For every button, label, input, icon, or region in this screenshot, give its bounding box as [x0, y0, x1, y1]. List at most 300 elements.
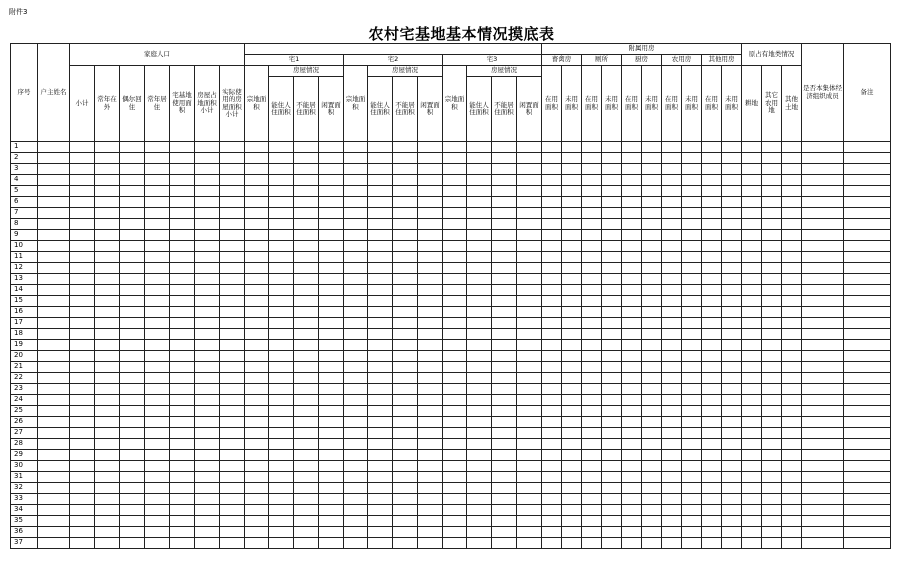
table-cell: [170, 483, 195, 494]
table-cell: [742, 285, 762, 296]
table-cell: [245, 516, 269, 527]
table-cell: [682, 241, 702, 252]
table-cell: [319, 153, 344, 164]
table-cell: [38, 472, 70, 483]
table-cell: [220, 340, 245, 351]
table-cell: [662, 406, 682, 417]
table-cell: [742, 186, 762, 197]
table-cell: [582, 516, 602, 527]
table-cell: [582, 472, 602, 483]
table-cell: [622, 384, 642, 395]
table-cell: [722, 329, 742, 340]
table-cell: [582, 461, 602, 472]
table-cell: [319, 494, 344, 505]
table-cell: [662, 472, 682, 483]
table-cell: [38, 164, 70, 175]
table-cell: [742, 175, 762, 186]
table-cell: [195, 340, 220, 351]
table-cell: [344, 373, 368, 384]
table-cell: [467, 274, 492, 285]
table-cell: [344, 516, 368, 527]
table-cell: [542, 439, 562, 450]
table-cell: [467, 439, 492, 450]
table-cell: [622, 439, 642, 450]
table-cell: [762, 505, 782, 516]
table-cell: [844, 516, 891, 527]
table-cell: [443, 505, 467, 516]
table-cell: [418, 527, 443, 538]
table-cell: [70, 439, 95, 450]
table-cell: [762, 406, 782, 417]
table-cell: [782, 241, 802, 252]
header-land-area-2: 宗地面积: [344, 66, 368, 142]
table-cell: [418, 186, 443, 197]
table-cell: [120, 439, 145, 450]
table-cell: [145, 197, 170, 208]
table-cell: [682, 351, 702, 362]
table-cell: [542, 505, 562, 516]
table-cell: [120, 483, 145, 494]
table-cell: [762, 494, 782, 505]
table-cell: [220, 197, 245, 208]
table-cell: [220, 483, 245, 494]
table-cell: [145, 263, 170, 274]
table-cell: [245, 505, 269, 516]
table-cell: [844, 483, 891, 494]
table-cell: [95, 406, 120, 417]
table-cell: [195, 197, 220, 208]
table-cell: [319, 186, 344, 197]
table-cell: [393, 450, 418, 461]
table-cell: [622, 461, 642, 472]
table-cell: [393, 142, 418, 153]
table-cell: [95, 186, 120, 197]
table-cell: [38, 296, 70, 307]
table-cell: [844, 186, 891, 197]
table-cell: [682, 252, 702, 263]
table-cell: [542, 164, 562, 175]
table-cell: [195, 417, 220, 428]
table-cell: [702, 296, 722, 307]
table-cell: [170, 527, 195, 538]
table-cell: [742, 494, 762, 505]
table-cell: [602, 263, 622, 274]
table-cell: [517, 538, 542, 549]
table-cell: [368, 439, 393, 450]
table-cell: [762, 428, 782, 439]
table-cell: [762, 461, 782, 472]
table-cell: [622, 197, 642, 208]
table-cell: [443, 351, 467, 362]
table-cell: [245, 164, 269, 175]
table-cell: [418, 428, 443, 439]
table-cell: [245, 406, 269, 417]
table-cell: [418, 252, 443, 263]
table-cell: [294, 241, 319, 252]
table-cell: [642, 175, 662, 186]
table-cell: [245, 494, 269, 505]
table-cell: [443, 153, 467, 164]
table-cell: [368, 175, 393, 186]
table-cell: [319, 142, 344, 153]
header-family-population: 家庭人口: [70, 44, 245, 66]
table-cell: [95, 450, 120, 461]
table-cell: [443, 318, 467, 329]
table-cell: [145, 329, 170, 340]
table-cell: [418, 406, 443, 417]
table-cell: [802, 296, 844, 307]
table-cell: [562, 164, 582, 175]
table-cell: [582, 318, 602, 329]
table-cell: [344, 472, 368, 483]
table-cell: [294, 538, 319, 549]
table-cell: [762, 208, 782, 219]
table-cell: [542, 296, 562, 307]
table-cell: [344, 483, 368, 494]
table-cell: [662, 186, 682, 197]
table-cell: [70, 208, 95, 219]
table-cell: [95, 153, 120, 164]
table-cell: [38, 186, 70, 197]
table-cell: [145, 175, 170, 186]
table-cell: [562, 494, 582, 505]
table-cell: [642, 351, 662, 362]
table-cell: [602, 153, 622, 164]
table-row: [11, 153, 891, 164]
table-cell: [622, 505, 642, 516]
table-cell: [582, 307, 602, 318]
table-cell: [844, 285, 891, 296]
table-cell: [662, 197, 682, 208]
table-cell: [269, 296, 294, 307]
table-cell: [742, 197, 762, 208]
table-cell: [602, 395, 622, 406]
table-cell: [443, 428, 467, 439]
table-cell: [622, 219, 642, 230]
table-cell: [269, 340, 294, 351]
table-cell: [642, 417, 662, 428]
table-cell: [220, 417, 245, 428]
table-cell: [393, 505, 418, 516]
table-cell: [195, 494, 220, 505]
table-cell: [517, 153, 542, 164]
table-row: [11, 483, 891, 494]
table-cell: [542, 329, 562, 340]
table-cell: [762, 472, 782, 483]
table-cell: [319, 417, 344, 428]
table-cell: [582, 252, 602, 263]
table-cell: [662, 307, 682, 318]
table-cell: [368, 395, 393, 406]
table-cell: [492, 406, 517, 417]
table-cell: [762, 142, 782, 153]
table-cell: [517, 219, 542, 230]
table-cell: [492, 197, 517, 208]
table-cell: [70, 252, 95, 263]
table-cell: [170, 186, 195, 197]
table-cell: [467, 351, 492, 362]
table-cell: [562, 450, 582, 461]
table-cell: [368, 142, 393, 153]
table-cell: [517, 252, 542, 263]
table-cell: [145, 505, 170, 516]
table-cell: [368, 219, 393, 230]
table-cell: [120, 340, 145, 351]
table-cell: [844, 428, 891, 439]
table-cell: [742, 219, 762, 230]
table-cell: [195, 285, 220, 296]
table-cell: [542, 395, 562, 406]
table-cell: [145, 153, 170, 164]
table-cell: [562, 428, 582, 439]
header-idle-area-2: 闲置面积: [418, 77, 443, 142]
table-cell: [492, 186, 517, 197]
table-cell: [319, 395, 344, 406]
header-uninhabitable-area-1: 不能居住面积: [294, 77, 319, 142]
header-not-in-use: 未用面积: [722, 66, 742, 142]
table-cell: [802, 472, 844, 483]
table-cell: [393, 461, 418, 472]
table-cell: [294, 406, 319, 417]
table-cell: [562, 219, 582, 230]
table-cell: [742, 263, 762, 274]
table-cell: [802, 505, 844, 516]
table-row: [11, 252, 891, 263]
table-cell: [220, 296, 245, 307]
row-number: 25: [11, 406, 38, 417]
table-cell: [722, 230, 742, 241]
table-cell: [393, 494, 418, 505]
table-cell: [70, 197, 95, 208]
table-cell: [393, 373, 418, 384]
table-cell: [269, 428, 294, 439]
header-in-use: 在用面积: [622, 66, 642, 142]
table-cell: [702, 175, 722, 186]
table-cell: [319, 296, 344, 307]
table-cell: [582, 285, 602, 296]
table-cell: [368, 516, 393, 527]
table-cell: [782, 516, 802, 527]
table-cell: [70, 351, 95, 362]
table-cell: [294, 164, 319, 175]
table-cell: [220, 461, 245, 472]
table-cell: [393, 417, 418, 428]
table-cell: [642, 538, 662, 549]
table-cell: [702, 472, 722, 483]
table-cell: [344, 274, 368, 285]
table-cell: [602, 285, 622, 296]
table-cell: [844, 351, 891, 362]
table-cell: [344, 175, 368, 186]
table-cell: [467, 428, 492, 439]
table-cell: [562, 395, 582, 406]
table-cell: [802, 494, 844, 505]
table-cell: [344, 307, 368, 318]
table-cell: [662, 483, 682, 494]
table-cell: [120, 285, 145, 296]
table-cell: [492, 384, 517, 395]
table-cell: [742, 208, 762, 219]
table-cell: [294, 362, 319, 373]
table-cell: [344, 406, 368, 417]
table-cell: [294, 208, 319, 219]
table-cell: [319, 439, 344, 450]
table-cell: [802, 538, 844, 549]
table-cell: [418, 263, 443, 274]
table-cell: [682, 494, 702, 505]
table-cell: [682, 417, 702, 428]
table-cell: [517, 186, 542, 197]
row-number: 35: [11, 516, 38, 527]
table-cell: [393, 318, 418, 329]
table-cell: [245, 263, 269, 274]
table-cell: [582, 494, 602, 505]
header-plot1: 宅1: [245, 55, 344, 66]
table-cell: [195, 263, 220, 274]
table-cell: [642, 274, 662, 285]
table-cell: [662, 428, 682, 439]
row-number: 27: [11, 428, 38, 439]
table-cell: [145, 417, 170, 428]
row-number: 28: [11, 439, 38, 450]
table-cell: [802, 252, 844, 263]
table-cell: [682, 230, 702, 241]
header-other-land: 其他土地: [782, 66, 802, 142]
table-cell: [195, 428, 220, 439]
table-cell: [562, 373, 582, 384]
table-cell: [368, 351, 393, 362]
table-cell: [120, 307, 145, 318]
table-cell: [170, 241, 195, 252]
table-cell: [802, 527, 844, 538]
table-cell: [294, 450, 319, 461]
table-cell: [70, 175, 95, 186]
table-cell: [492, 395, 517, 406]
row-number: 30: [11, 461, 38, 472]
table-cell: [344, 153, 368, 164]
table-cell: [269, 439, 294, 450]
table-cell: [682, 318, 702, 329]
table-cell: [344, 142, 368, 153]
table-cell: [582, 175, 602, 186]
header-idle-area-1: 闲置面积: [319, 77, 344, 142]
table-cell: [802, 263, 844, 274]
table-cell: [602, 428, 622, 439]
table-cell: [542, 142, 562, 153]
table-cell: [467, 307, 492, 318]
table-cell: [662, 538, 682, 549]
table-cell: [145, 351, 170, 362]
table-cell: [95, 164, 120, 175]
table-cell: [782, 417, 802, 428]
table-cell: [467, 230, 492, 241]
table-cell: [642, 263, 662, 274]
table-cell: [844, 472, 891, 483]
table-cell: [120, 472, 145, 483]
table-cell: [95, 274, 120, 285]
table-cell: [517, 505, 542, 516]
table-cell: [622, 285, 642, 296]
table-cell: [702, 208, 722, 219]
table-cell: [517, 516, 542, 527]
table-cell: [682, 505, 702, 516]
table-cell: [393, 483, 418, 494]
table-cell: [145, 219, 170, 230]
table-cell: [662, 296, 682, 307]
table-cell: [120, 538, 145, 549]
table-cell: [467, 417, 492, 428]
table-cell: [220, 406, 245, 417]
table-cell: [319, 285, 344, 296]
table-cell: [602, 329, 622, 340]
table-cell: [682, 329, 702, 340]
table-cell: [38, 175, 70, 186]
table-cell: [195, 208, 220, 219]
table-cell: [467, 362, 492, 373]
table-cell: [467, 318, 492, 329]
row-number: 9: [11, 230, 38, 241]
header-land-area-3: 宗地面积: [443, 66, 467, 142]
header-toilet: 厕所: [582, 55, 622, 66]
table-cell: [170, 505, 195, 516]
table-cell: [802, 406, 844, 417]
table-cell: [220, 252, 245, 263]
table-cell: [602, 384, 622, 395]
table-cell: [467, 538, 492, 549]
table-cell: [492, 461, 517, 472]
table-cell: [802, 395, 844, 406]
row-number: 2: [11, 153, 38, 164]
table-cell: [582, 153, 602, 164]
table-cell: [542, 219, 562, 230]
table-cell: [294, 461, 319, 472]
table-cell: [145, 527, 170, 538]
table-cell: [542, 318, 562, 329]
table-cell: [742, 505, 762, 516]
table-cell: [722, 241, 742, 252]
table-cell: [294, 395, 319, 406]
table-cell: [562, 186, 582, 197]
table-cell: [145, 318, 170, 329]
table-cell: [802, 329, 844, 340]
table-cell: [722, 175, 742, 186]
table-cell: [662, 461, 682, 472]
table-cell: [245, 274, 269, 285]
table-cell: [245, 241, 269, 252]
table-row: [11, 186, 891, 197]
table-cell: [70, 241, 95, 252]
table-cell: [145, 428, 170, 439]
table-cell: [145, 439, 170, 450]
table-cell: [582, 439, 602, 450]
table-cell: [368, 274, 393, 285]
table-cell: [844, 219, 891, 230]
table-cell: [245, 252, 269, 263]
table-cell: [120, 153, 145, 164]
row-number: 21: [11, 362, 38, 373]
table-cell: [368, 296, 393, 307]
table-cell: [742, 417, 762, 428]
table-cell: [722, 318, 742, 329]
table-cell: [642, 241, 662, 252]
table-row: [11, 307, 891, 318]
table-cell: [368, 153, 393, 164]
table-cell: [844, 142, 891, 153]
table-cell: [319, 450, 344, 461]
table-cell: [120, 219, 145, 230]
table-cell: [467, 516, 492, 527]
table-cell: [702, 142, 722, 153]
